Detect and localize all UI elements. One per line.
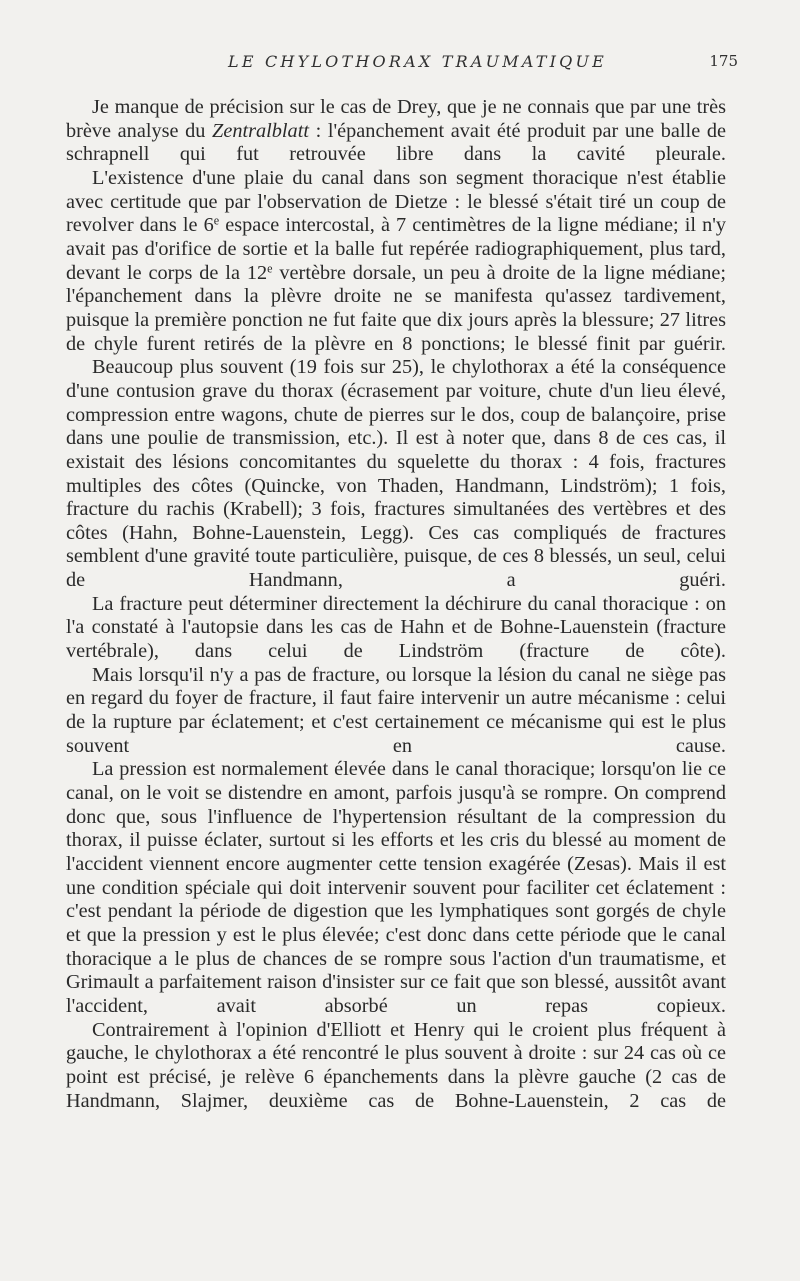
paragraph-text: La pression est normalement élevée dans le canal thoracique; lorsqu'on lie ce canal, on le voit se distendre en amont, parfois jusqu'à se rompre. On comprend donc que, sous l'influence de l'hypertension résultant de la compression du thorax, il puisse éclater, surtout si les efforts et les cris du blessé au moment de l'accident viennent encore augmenter cette tension exagérée (Zesas). Mais il est une condition spéciale qui doit intervenir souvent pour faciliter cet éclatement : c'est pendant la période de digestion que les lymphatiques sont gorgés de chyle et que la pression y est le plus élevée; c'est donc dans cette période que le canal thoracique a le plus de chances de se rompre sous l'action d'un traumatisme, et Grimault a parfaitement raison d'insister sur ce fait que son blessé, aussitôt avant l'accident, avait absorbé un repas copieux.	[66, 758, 726, 1017]
paragraph-contusion-cases	[66, 356, 726, 593]
journal-title-italic: Zentralblatt	[212, 119, 309, 142]
paragraph-fracture-mechanism	[66, 593, 726, 664]
paragraph-text: Je manque de précision sur le cas de Drey, que je ne connais que par une très brève analyse du	[66, 96, 726, 142]
paragraph-text: espace intercostal, à 7 centimètres de la ligne médiane; il n'y avait pas d'orifice de sortie et la balle fut repérée radiographiquement, plus tard, devant le corps de la 12	[66, 214, 727, 284]
paragraph-text: Contrairement à l'opinion d'Elliott et Henry qui le croient plus fréquent à gauche, le chylothorax a été rencontré le plus souvent à droite : sur 24 cas où ce point est précisé, je relève 6 épanchements dans la plèvre gauche (2 cas de Handmann, Slajmer, deuxième cas de Bohne-Lauenstein, 2 cas de	[66, 1018, 726, 1112]
paragraph-drey-case	[66, 96, 726, 167]
running-title: LE CHYLOTHORAX TRAUMATIQUE	[228, 52, 608, 71]
paragraph-text: Mais lorsqu'il n'y a pas de fracture, ou lorsque la lésion du canal ne siège pas en regard du foyer de fracture, il faut faire intervenir un autre mécanisme : celui de la rupture par éclatement; et c'est certainement ce mécanisme qui est le plus souvent en cause.	[66, 663, 726, 757]
ordinal-superscript: e	[267, 260, 273, 275]
paragraph-text: : l'épanchement avait été produit par une balle de schrapnell qui fut retrouvée libre dans la cavité pleurale.	[66, 119, 726, 166]
paragraph-text: Beaucoup plus souvent (19 fois sur 25), le chylothorax a été la conséquence d'une contusion grave du thorax (écrasement par voiture, chute d'un lieu élevé, compression entre wagons, chute de pierres sur le dos, coup de balançoire, prise dans une poulie de transmission, etc.). Il est à noter que, dans 8 de ces cas, il existait des lésions concomitantes du squelette du thorax : 4 fois, fractures multiples des côtes (Quincke, von Thaden, Handmann, Lindström); 1 fois, fracture du rachis (Krabell); 3 fois, fractures simultanées des vertèbres et des côtes (Hahn, Bohne-Lauenstein, Legg). Ces cas compliqués de fractures semblent d'une gravité toute particulière, puisque, de ces 8 blessés, un seul, celui de Handmann, a guéri.	[66, 356, 726, 592]
ordinal-superscript: e	[213, 213, 220, 228]
body-text	[66, 96, 726, 1113]
paragraph-rupture-mechanism	[66, 664, 726, 759]
paragraph-side-frequency	[66, 1019, 726, 1114]
page-number: 175	[709, 52, 738, 70]
paragraph-pressure	[66, 758, 726, 1018]
paragraph-text: L'existence d'une plaie du canal dans son segment thoracique n'est établie avec certitude que par l'observation de Dietze : le blessé s'était tiré un coup de revolver dans le 6	[66, 166, 726, 237]
paragraph-text: vertèbre dorsale, un peu à droite de la ligne médiane; l'épanchement dans la plèvre droite ne se manifesta qu'assez tardivement, puisque la première ponction ne fut faite que dix jours après la blessure; 27 litres de chyle furent retirés de la plèvre en 8 ponctions; le blessé finit par guérir.	[66, 261, 726, 355]
running-head	[66, 52, 738, 80]
paragraph-text: La fracture peut déterminer directement la déchirure du canal thoracique : on l'a constaté à l'autopsie dans les cas de Hahn et de Bohne-Lauenstein (fracture vertébrale), dans celui de Lindström (fracture de côte).	[66, 592, 726, 663]
paragraph-dietze-case	[66, 167, 726, 356]
